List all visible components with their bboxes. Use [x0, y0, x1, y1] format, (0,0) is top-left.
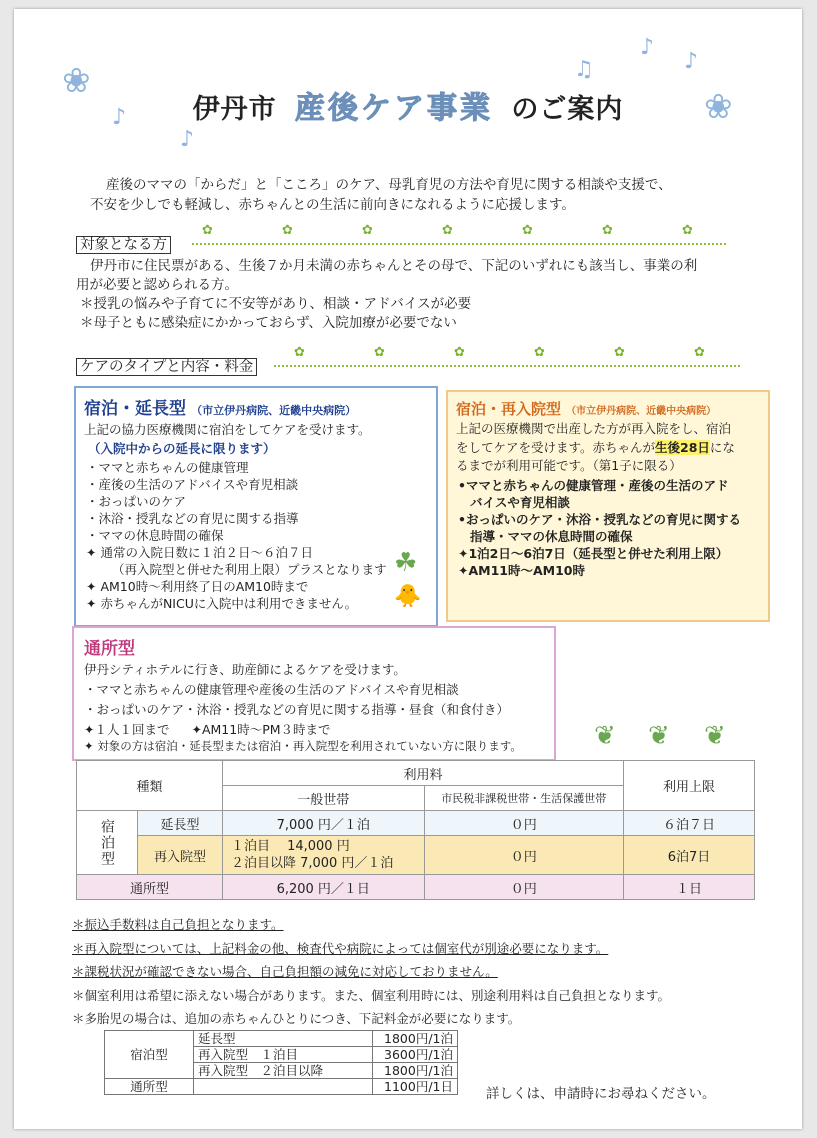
fairy-icon: ❀ — [704, 87, 733, 127]
list-item: バイスや育児相談 — [470, 495, 570, 510]
note-line: ＊個室利用は希望に添えない場合があります。また、個室利用時には、別途利用料は自己負担となります。 — [72, 987, 671, 1003]
intro-line: 不安を少しでも軽減し、赤ちゃんとの生活に前向きになれるように応援します。 — [90, 197, 575, 213]
desc-line: 上記の医療機関で出産した方が再入院をし、宿泊 — [456, 421, 732, 436]
stay-extend-desc: 上記の協力医療機関に宿泊をしてケアを受けます。 — [84, 422, 371, 437]
sprout-icon: ❦ — [704, 721, 726, 751]
sprout-icon: ❦ — [648, 721, 670, 751]
cell-general: 7,000 円／１泊 — [222, 811, 424, 836]
header-limit: 利用上限 — [624, 761, 755, 811]
music-note-icon: ♫ — [574, 57, 594, 82]
stay-extend-note: （入院中からの延長に限ります） — [88, 441, 276, 456]
sprout-icon: ❦ — [594, 721, 616, 751]
note-line: ＊多胎児の場合は、追加の赤ちゃんひとりにつき、下記料金が必要になります。 — [72, 1011, 521, 1026]
note-line: ＊振込手数料は自己負担となります。 — [72, 917, 284, 932]
price-line: １泊目 14,000 円 — [230, 839, 350, 854]
table-row — [105, 1079, 458, 1095]
clover-icon: ☘ — [394, 548, 418, 578]
multi-day-label: 通所型 — [105, 1079, 194, 1095]
cell-limit: １日 — [624, 875, 755, 900]
list-item: ✦1泊2日～6泊7日（延長型と併せた利用上限） — [458, 546, 729, 561]
table-row — [77, 836, 755, 875]
intro-text — [76, 175, 756, 215]
notes — [72, 913, 772, 1031]
desc-line: るまでが利用可能です。（第1子に限る） — [456, 458, 682, 473]
daycare-title: 通所型 — [84, 639, 135, 659]
multi-cell-name: 再入院型 １泊目 — [194, 1047, 373, 1063]
note-line: ＊再入院型については、上記料金の他、検査代や病院によっては個室代が別途必要になります。 — [72, 940, 609, 956]
stay-readmit-title: 宿泊・再入院型 — [456, 400, 562, 418]
multiple-birth-table — [104, 1030, 458, 1095]
list-item: ・おっぱいのケア・沐浴・授乳などの育児に関する指導・昼食（和食付き） — [84, 702, 510, 717]
stay-readmit-box — [446, 390, 770, 622]
title-city: 伊丹市 — [192, 94, 277, 125]
music-note-icon: ♪ — [180, 127, 195, 152]
list-item: 指導・ママの休息時間の確保 — [470, 529, 633, 544]
cell-general — [222, 836, 424, 875]
music-note-icon: ♪ — [640, 35, 655, 60]
music-note-icon: ♪ — [112, 105, 127, 130]
cell-limit: ６泊７日 — [624, 811, 755, 836]
table-row — [77, 811, 755, 836]
target-text — [76, 257, 766, 333]
sprout-vine: ✿ ✿ ✿ ✿ ✿ ✿ — [274, 355, 740, 367]
multi-cell-price: 1800円/1泊 — [373, 1063, 458, 1079]
daycare-list — [84, 681, 522, 755]
closing-text: 詳しくは、申請時にお尋ねください。 — [486, 1086, 716, 1102]
stay-readmit-desc — [456, 420, 735, 476]
intro-line: 産後のママの「からだ」と「こころ」のケア、母乳育児の方法や育児に関する相談や支援で、 — [106, 177, 672, 193]
list-item: •おっぱいのケア・沐浴・授乳などの育児に関する — [458, 512, 741, 527]
header-fee: 利用料 — [222, 761, 623, 786]
list-item: ✦AM11時～AM10時 — [458, 563, 585, 578]
target-line: 用が必要と認められる方。 — [76, 277, 238, 293]
multi-cell-price: 3600円/1泊 — [373, 1047, 458, 1063]
price-table — [76, 760, 755, 900]
cell-type: 再入院型 — [138, 836, 223, 875]
multi-cell-name: 延長型 — [194, 1031, 373, 1047]
table-row — [105, 1031, 458, 1047]
list-item: ・ママの休息時間の確保 — [86, 528, 224, 543]
list-item: ・おっぱいのケア — [86, 494, 187, 509]
list-item: ✦ 赤ちゃんがNICUに入院中は利用できません。 — [86, 596, 358, 611]
stay-extend-list — [86, 459, 387, 612]
target-line: 伊丹市に住民票がある、生後７か月未満の赤ちゃんとその母で、下記のいずれにも該当し、事業の利 — [90, 258, 698, 274]
cell-exempt: ０円 — [424, 875, 623, 900]
desc-line: をしてケアを受けます。赤ちゃんが — [456, 439, 656, 455]
list-item: ・沐浴・授乳などの育児に関する指導 — [86, 511, 299, 526]
fairy-icon: ❀ — [62, 61, 91, 101]
daycare-desc: 伊丹シティホテルに行き、助産師によるケアを受けます。 — [84, 662, 406, 677]
cell-exempt: ０円 — [424, 811, 623, 836]
sprout-vine: ✿ ✿ ✿ ✿ ✿ ✿ ✿ — [192, 233, 726, 245]
multi-cell-price: 1800円/1泊 — [373, 1031, 458, 1047]
list-item: （再入院型と併せた利用上限）プラスとなります — [112, 562, 387, 577]
multi-cell-name: 再入院型 ２泊目以降 — [194, 1063, 373, 1079]
title-main: 産後ケア事業 — [295, 91, 493, 126]
header-general: 一般世帯 — [222, 786, 424, 811]
list-item: ・ママと赤ちゃんの健康管理や産後の生活のアドバイスや育児相談 — [84, 682, 459, 697]
types-heading: ケアのタイプと内容・料金 — [76, 358, 257, 376]
cell-limit: 6泊7日 — [624, 836, 755, 875]
list-item: ✦ AM10時～利用終了日のAM10時まで — [86, 579, 309, 594]
target-section — [76, 233, 171, 254]
target-line: ＊母子ともに感染症にかかっておらず、入院加療が必要でない — [80, 315, 457, 331]
stay-extend-title: 宿泊・延長型 — [84, 399, 186, 419]
table-row — [77, 875, 755, 900]
note-line: ＊課税状況が確認できない場合、自己負担額の減免に対応しておりません。 — [72, 964, 498, 979]
page-title — [14, 83, 802, 127]
multi-cell-price: 1100円/1日 — [373, 1079, 458, 1095]
list-item: ・ママと赤ちゃんの健康管理 — [86, 460, 249, 475]
list-item: ✦AM11時～PM３時まで — [191, 722, 331, 737]
daycare-box — [72, 626, 556, 761]
multi-stay-label: 宿泊型 — [105, 1031, 194, 1079]
cell-general: 6,200 円／１日 — [222, 875, 424, 900]
price-line: ２泊目以降 7,000 円／１泊 — [230, 856, 394, 871]
stay-readmit-hospitals: （市立伊丹病院、近畿中央病院） — [566, 406, 717, 417]
chick-icon: 🐥 — [394, 584, 422, 609]
target-heading: 対象となる方 — [76, 236, 171, 254]
target-line: ＊授乳の悩みや子育てに不安等があり、相談・アドバイスが必要 — [80, 296, 472, 312]
cell-exempt: ０円 — [424, 836, 623, 875]
age-highlight: 生後28日 — [655, 439, 710, 455]
list-item: ✦ 対象の方は宿泊・延長型または宿泊・再入院型を利用されていない方に限ります。 — [84, 739, 522, 753]
stay-label: 宿泊型 — [77, 811, 138, 875]
stay-extend-box — [74, 386, 438, 627]
stay-extend-hospitals: （市立伊丹病院、近畿中央病院） — [191, 404, 357, 417]
list-item: ✦ 通常の入院日数に１泊２日～６泊７日 — [86, 545, 313, 560]
cell-type: 通所型 — [77, 875, 223, 900]
cell-type: 延長型 — [138, 811, 223, 836]
list-item: •ママと赤ちゃんの健康管理・産後の生活のアド — [458, 478, 729, 493]
types-section — [76, 355, 257, 376]
music-note-icon: ♪ — [684, 49, 699, 74]
flyer-page — [14, 9, 802, 1129]
stay-readmit-list — [458, 477, 741, 579]
list-item: ✦１人１回まで — [84, 722, 170, 737]
header-exempt: 市民税非課税世帯・生活保護世帯 — [424, 786, 623, 811]
desc-line: にな — [709, 439, 735, 455]
title-suffix: のご案内 — [511, 94, 624, 125]
header-type: 種類 — [77, 761, 223, 811]
list-item: ・産後の生活のアドバイスや育児相談 — [86, 477, 299, 492]
